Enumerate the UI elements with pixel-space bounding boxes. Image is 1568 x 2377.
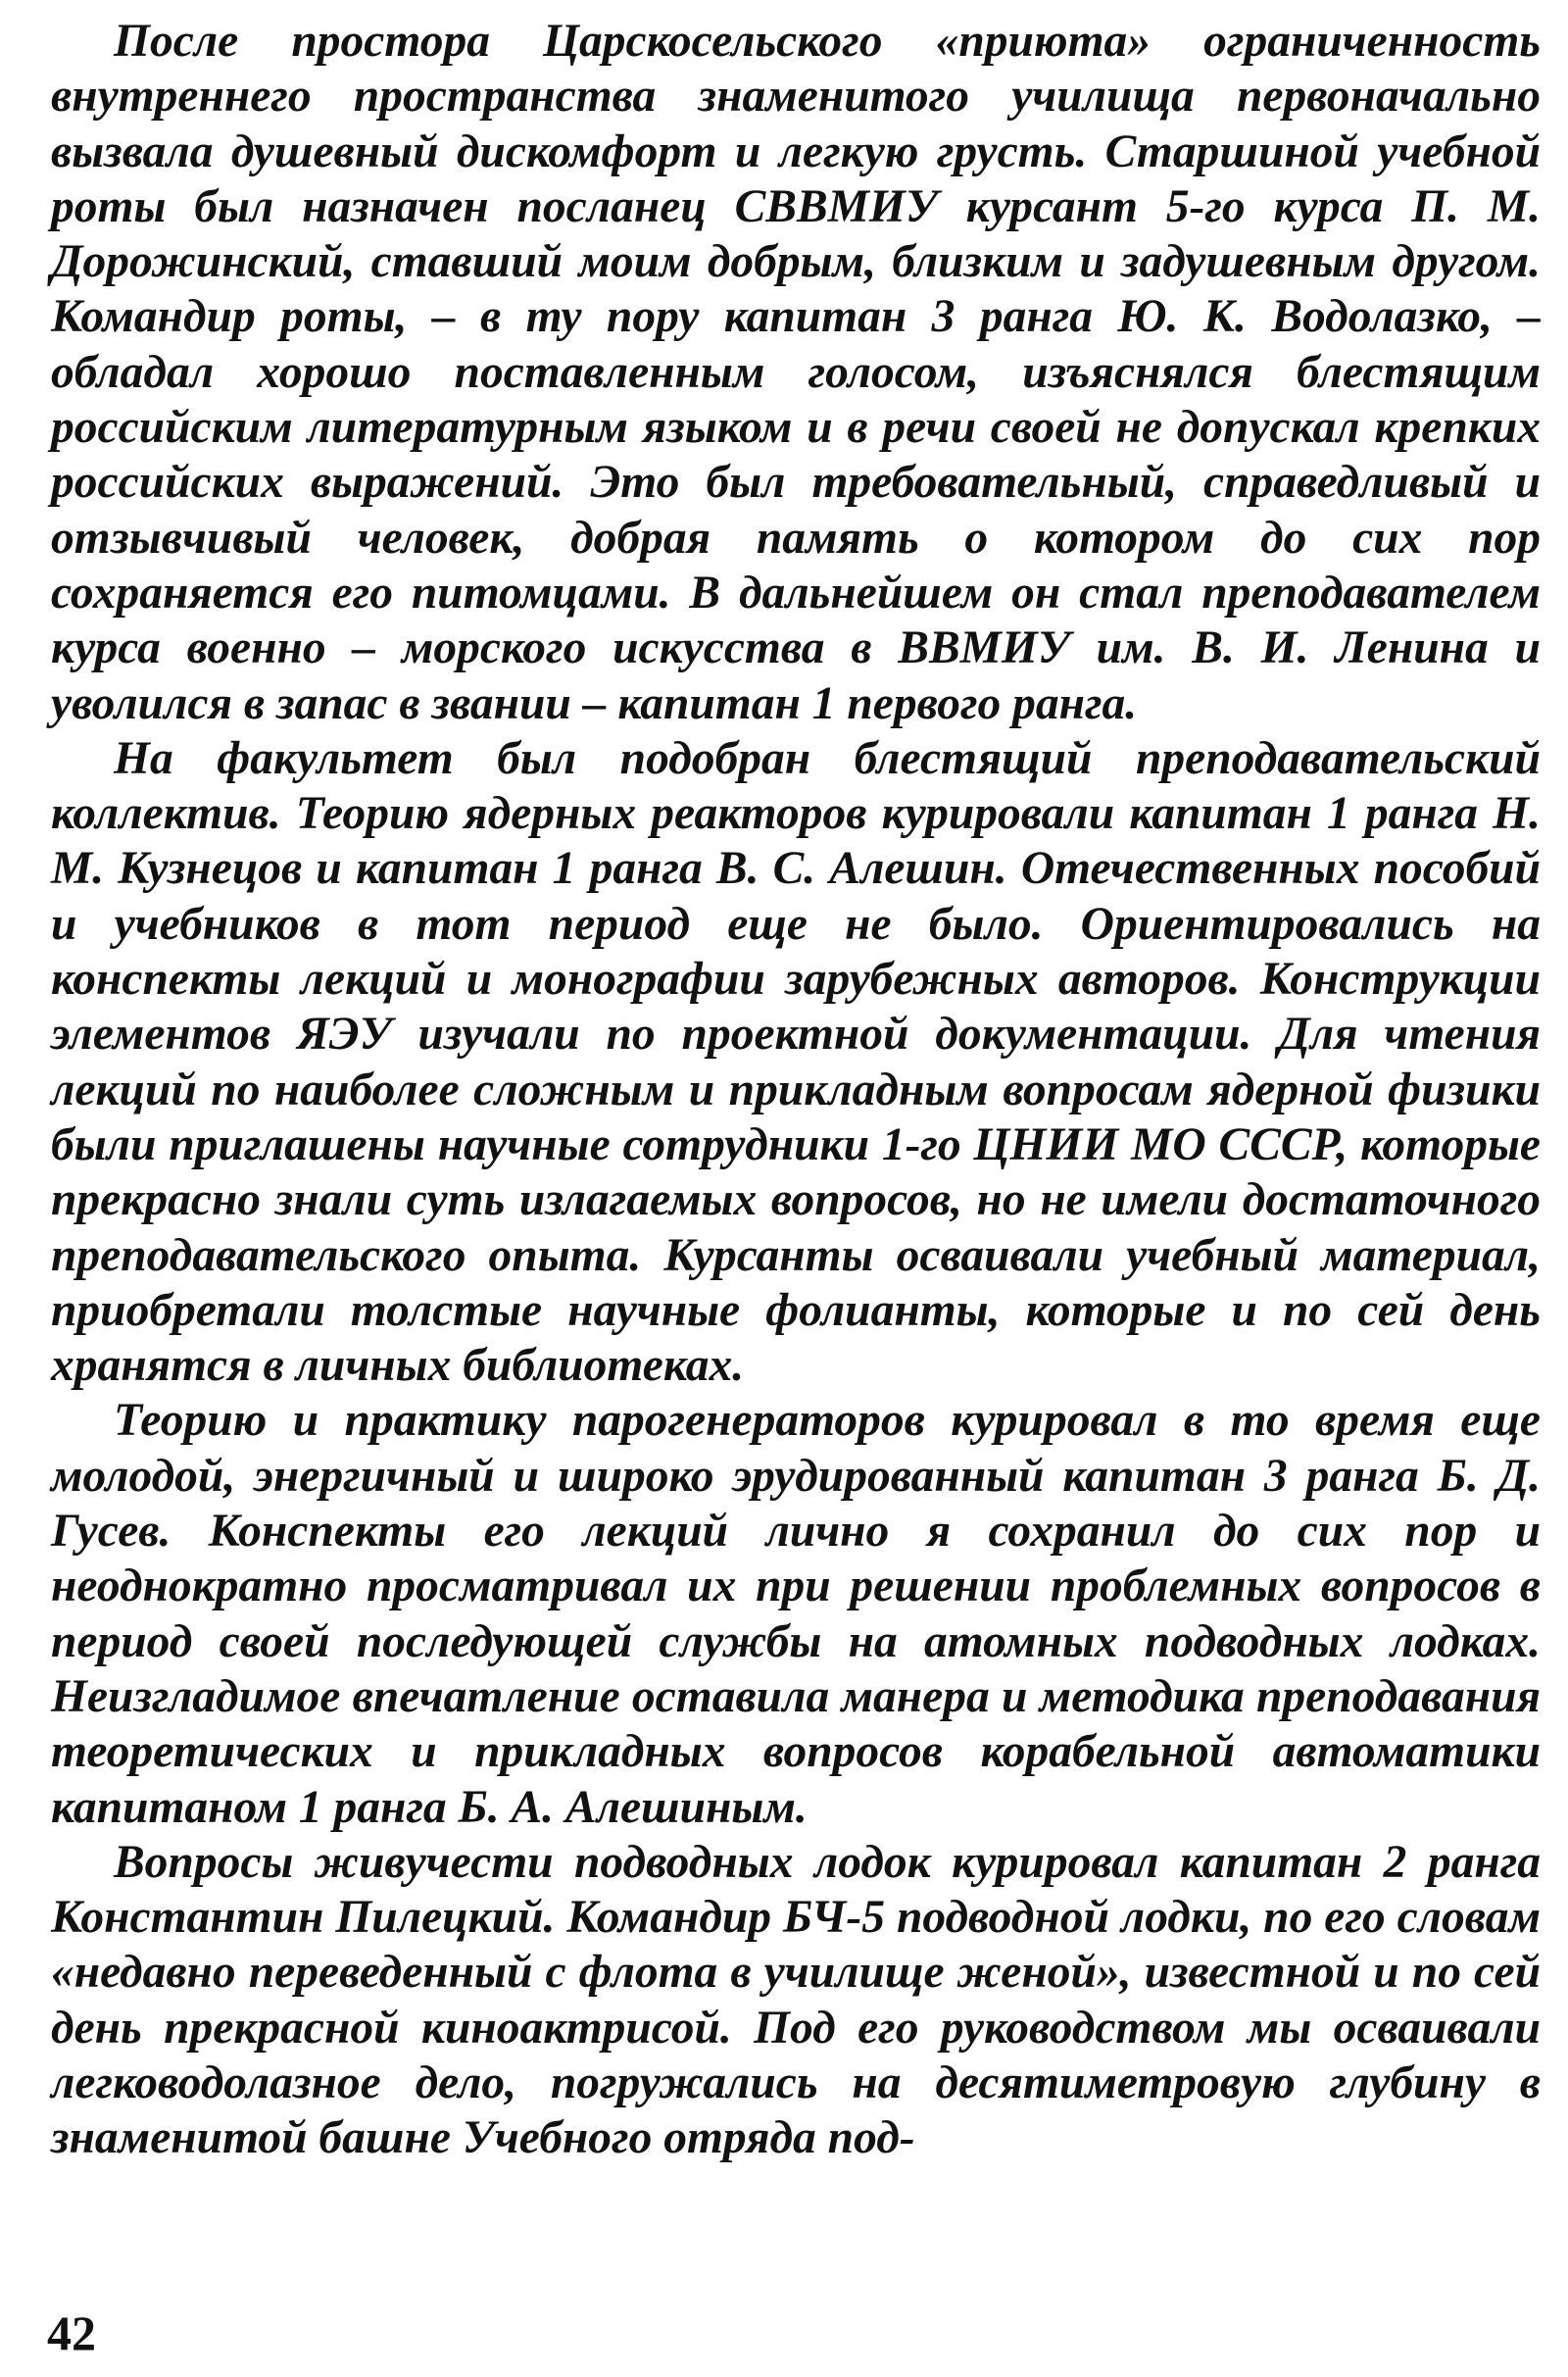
- paragraph-3: Теорию и практику парогенераторов курировал в то время еще молодой, энергичный и широко эрудированный капитан 3 ранга Б. Д. Гусев. Конспекты его лекций лично я сохранил до сих пор и неоднократно просматривал их при решении проблемных вопросов в период своей последующей службы на атомных подводных лодках. Неизгладимое впечатление оставила манера и методика преподавания теоретических и прикладных вопросов корабельной автоматики капитаном 1 ранга Б. А. Алешиным.: [51, 1395, 1541, 1833]
- text-column: [51, 14, 1541, 2166]
- paragraph-4: Вопросы живучести подводных лодок курировал капитан 2 ранга Константин Пилецкий. Командир БЧ-5 подводной лодки, по его словам «недавно переведенный с флота в училище женой», известной и по сей день прекрасной киноактрисой. Под его руководством мы осваивали легководолазное дело, погружались на десятиметровую глубину в знаменитой башне Учебного отряда под-: [51, 1836, 1541, 2164]
- page-number: 42: [47, 2305, 96, 2360]
- paragraph-1: После простора Царскосельского «приюта» ограниченность внутреннего пространства знаменитого училища первоначально вызвала душевный дискомфорт и легкую грусть. Старшиной учебной роты был назначен посланец СВВМИУ курсант 5-го курса П. М. Дорожинский, ставший моим добрым, близким и задушевным другом. Командир роты, – в ту пору капитан 3 ранга Ю. К. Водолазко, – обладал хорошо поставленным голосом, изъяснялся блестящим российским литературным языком и в речи своей не допускал крепких российских выражений. Это был требовательный, справедливый и отзывчивый человек, добрая память о котором до сих пор сохраняется его питомцами. В дальнейшем он стал преподавателем курса военно – морского искусства в ВВМИУ им. В. И. Ленина и уволился в запас в звании – капитан 1 первого ранга.: [51, 16, 1541, 729]
- paragraph-2: На факультет был подобран блестящий преподавательский коллектив. Теорию ядерных реакторов курировали капитан 1 ранга Н. М. Кузнецов и капитан 1 ранга В. С. Алешин. Отечественных пособий и учебников в тот период еще не было. Ориентировались на конспекты лекций и монографии зарубежных авторов. Конструкции элементов ЯЭУ изучали по проектной документации. Для чтения лекций по наиболее сложным и прикладным вопросам ядерной физики были приглашены научные сотрудники 1-го ЦНИИ МО СССР, которые прекрасно знали суть излагаемых вопросов, но не имели достаточного преподавательского опыта. Курсанты осваивали учебный материал, приобретали толстые научные фолианты, которые и по сей день хранятся в личных библиотеках.: [51, 732, 1541, 1392]
